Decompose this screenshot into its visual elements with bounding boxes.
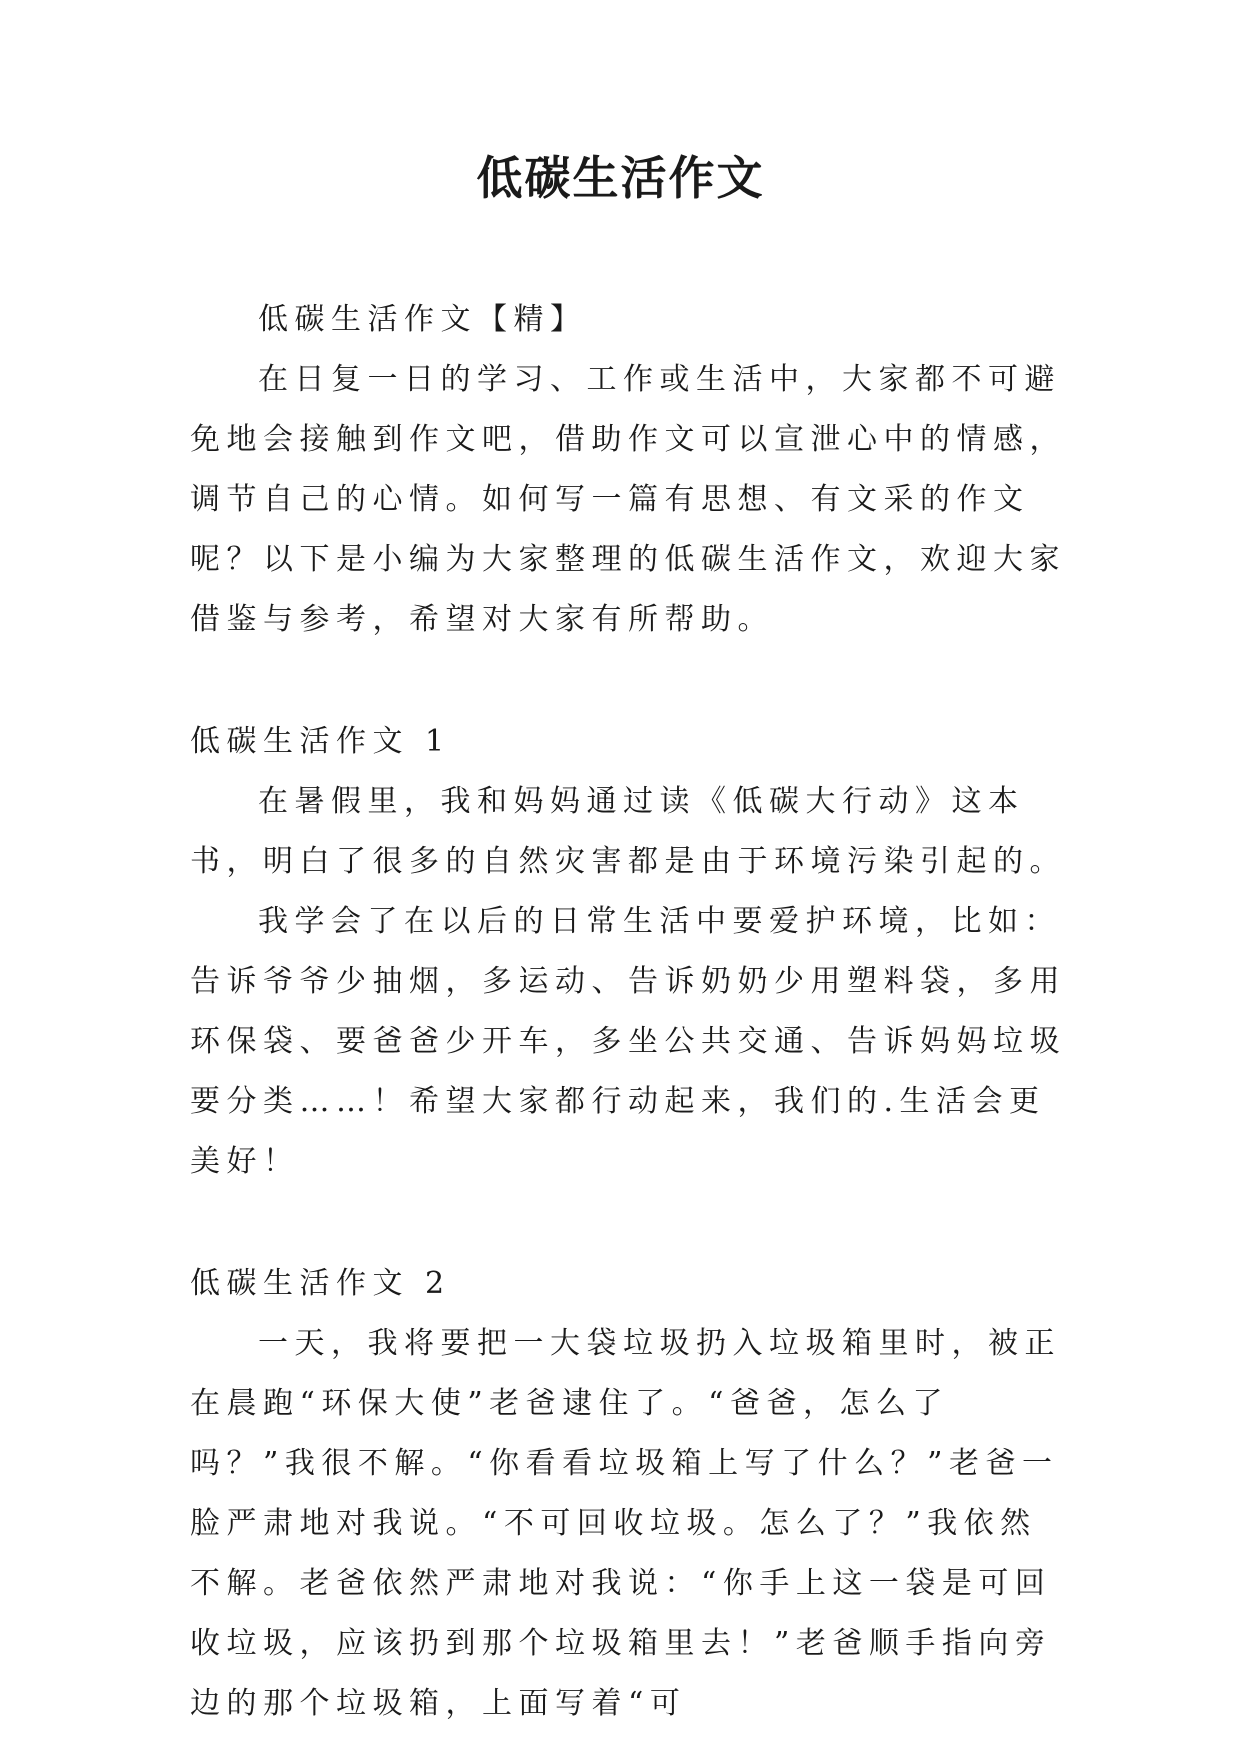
intro-paragraph: 在日复一日的学习、工作或生活中，大家都不可避免地会接触到作文吧，借助作文可以宣泄心中的情感，调节自己的心情。如何写一篇有思想、有文采的作文呢？以下是小编为大家整理的低碳生活作文，欢迎大家借鉴与参考，希望对大家有所帮助。 bbox=[190, 362, 1066, 637]
section-spacer bbox=[190, 1192, 1070, 1254]
section-heading-1: 低碳生活作文 1 bbox=[190, 724, 451, 759]
section-spacer bbox=[190, 650, 1070, 712]
section-heading-2: 低碳生活作文 2 bbox=[190, 1266, 451, 1301]
section-2-paragraph-1: 一天，我将要把一大袋垃圾扔入垃圾箱里时，被正在晨跑“环保大使”老爸逮住了。“爸爸，怎么了吗？”我很不解。“你看看垃圾箱上写了什么？”老爸一脸严肃地对我说。“不可回收垃圾。怎么了？”我依然不解。老爸依然严肃地对我说：“你手上这一袋是可回收垃圾，应该扔到那个垃圾箱里去！”老爸顺手指向旁边的那个垃圾箱，上面写着“可 bbox=[190, 1326, 1061, 1721]
section-1-paragraph-2: 我学会了在以后的日常生活中要爱护环境，比如：告诉爷爷少抽烟，多运动、告诉奶奶少用塑料袋，多用环保袋、要爸爸少开车，多坐公共交通、告诉妈妈垃圾要分类……！希望大家都行动起来，我们的.生活会更美好！ bbox=[190, 904, 1066, 1179]
section-1-paragraph-1: 在暑假里，我和妈妈通过读《低碳大行动》这本书，明白了很多的自然灾害都是由于环境污染引起的。 bbox=[190, 784, 1066, 879]
document-title: 低碳生活作文 bbox=[476, 151, 765, 205]
intro-heading: 低碳生活作文【精】 bbox=[258, 302, 587, 337]
document-body bbox=[190, 290, 1070, 1734]
